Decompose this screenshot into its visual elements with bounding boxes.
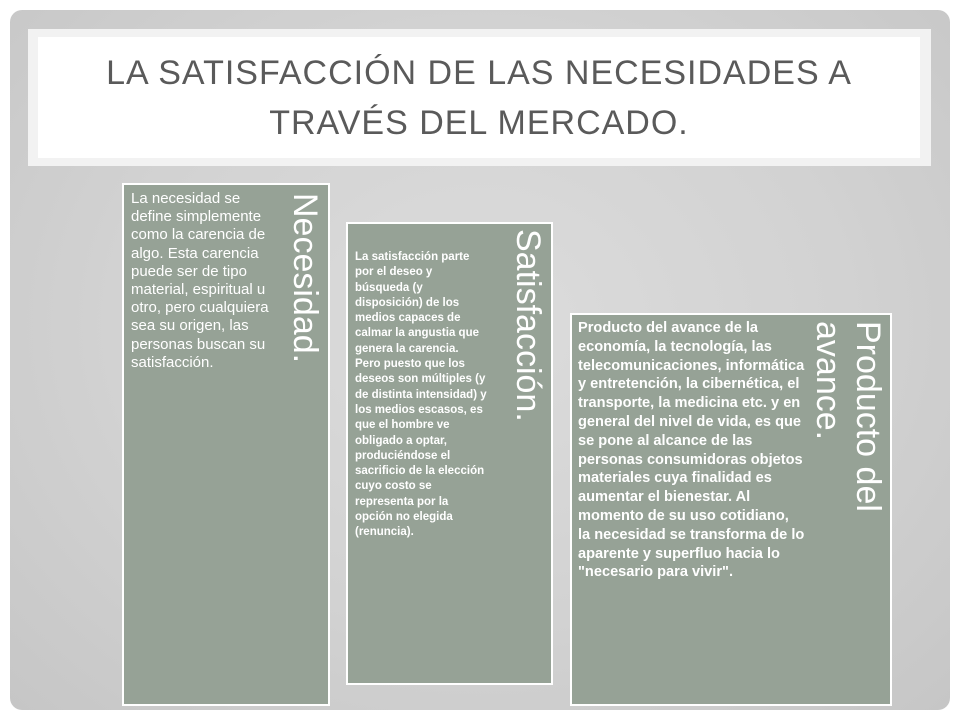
card-producto-del-avance <box>570 313 892 706</box>
card-necesidad <box>122 183 330 706</box>
title-frame <box>28 29 931 166</box>
card-necesidad-heading: Necesidad. <box>286 193 324 364</box>
card-necesidad-body: La necesidad se define simplemente como la carencia de algo. Esta carencia puede ser de tipo material, espiritual u otro, pero cualquiera sea su origen, las personas buscan su satisfacción. <box>131 190 269 371</box>
card-producto-body: Producto del avance de la economía, la tecnología, las telecomunicaciones, informática y entretención, la cibernética, el transporte, la medicina etc. y en general del nivel de vida, es que se pone al alcance de las personas consumidoras objetos materiales cuya finalidad es aumentar el bienestar. Al momento de su uso cotidiano, la necesidad se transforma de lo aparente y superfluo hacia lo "necesario para vivir". <box>578 320 805 581</box>
slide-title: LA SATISFACCIÓN DE LAS NECESIDADES A TRAVÉS DEL MERCADO. <box>106 53 852 142</box>
card-satisfaccion-body: La satisfacción parte por el deseo y búsqueda (y disposición) de los medios capaces de calmar la angustia que genera la carencia. Pero puesto que los deseos son múltiples (y de distinta intensidad) y los medios escasos, es que el hombre ve obligado a optar, produciéndose el sacrificio de la elección cuyo costo se representa por la opción no elegida (renuncia). <box>355 251 487 539</box>
card-satisfaccion-heading: Satisfacción. <box>509 229 547 422</box>
card-satisfaccion <box>346 222 553 685</box>
card-producto-heading: Producto del avance. <box>809 321 887 512</box>
title-box <box>38 37 920 158</box>
